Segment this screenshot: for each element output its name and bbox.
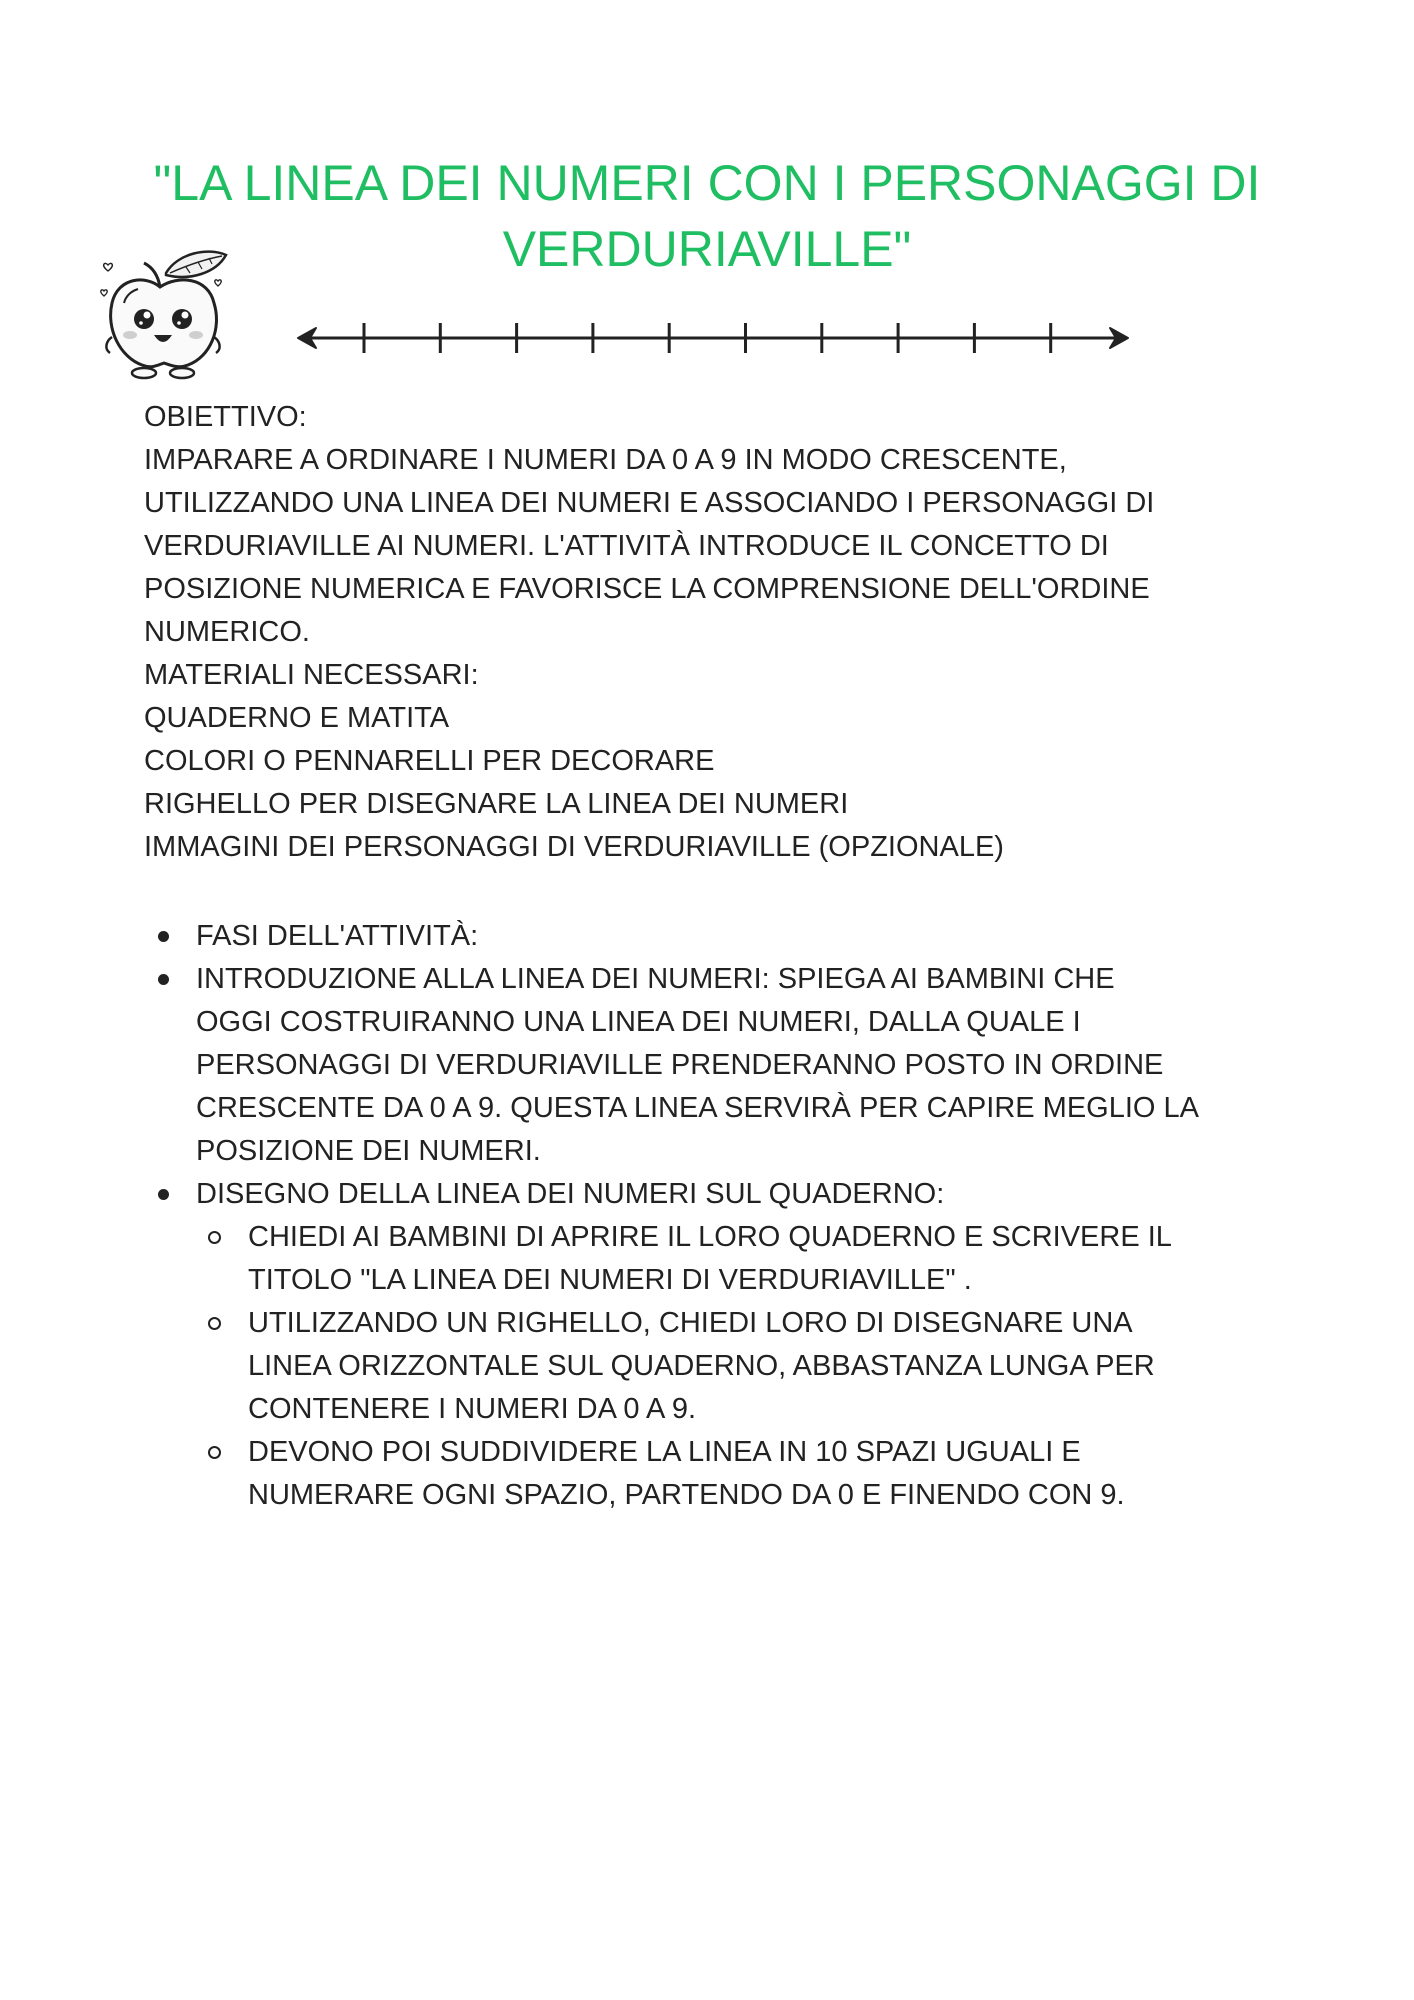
activity-phases-list: [144, 915, 1324, 1517]
objective-line: VERDURIAVILLE AI NUMERI. L'ATTIVITÀ INTRODUCE IL CONCETTO DI: [144, 530, 1109, 562]
list-item-line: INTRODUZIONE ALLA LINEA DEI NUMERI: SPIEGA AI BAMBINI CHE: [196, 963, 1115, 995]
objective-line: IMPARARE A ORDINARE I NUMERI DA 0 A 9 IN MODO CRESCENTE,: [144, 444, 1067, 476]
objective-line: POSIZIONE NUMERICA E FAVORISCE LA COMPRENSIONE DELL'ORDINE: [144, 573, 1150, 605]
hollow-bullet-icon: [208, 1446, 221, 1459]
materials-item: RIGHELLO PER DISEGNARE LA LINEA DEI NUMERI: [144, 788, 849, 820]
sub-list-item-line: CHIEDI AI BAMBINI DI APRIRE IL LORO QUADERNO E SCRIVERE IL: [248, 1221, 1172, 1253]
materials-item: IMMAGINI DEI PERSONAGGI DI VERDURIAVILLE (OPZIONALE): [144, 831, 1004, 863]
list-item-line: FASI DELL'ATTIVITÀ:: [196, 920, 479, 952]
sub-list-item-line: UTILIZZANDO UN RIGHELLO, CHIEDI LORO DI DISEGNARE UNA: [248, 1307, 1133, 1339]
number-line-icon: [296, 315, 1130, 361]
smiling-apple-character-icon: [98, 245, 233, 385]
hollow-bullet-icon: [208, 1231, 221, 1244]
title-line-1: "LA LINEA DEI NUMERI CON I PERSONAGGI DI: [153, 155, 1261, 211]
sub-list-item: [196, 1431, 1324, 1517]
sub-list-item-line: CONTENERE I NUMERI DA 0 A 9.: [248, 1393, 696, 1425]
list-item-line: POSIZIONE DEI NUMERI.: [196, 1135, 541, 1167]
sub-list: [196, 1216, 1324, 1517]
materials-heading: MATERIALI NECESSARI:: [144, 659, 479, 691]
sub-list-item: [196, 1216, 1324, 1302]
bullet-icon: [158, 1189, 169, 1200]
sub-list-item-line: TITOLO "LA LINEA DEI NUMERI DI VERDURIAVILLE" .: [248, 1264, 972, 1296]
sub-list-item-line: DEVONO POI SUDDIVIDERE LA LINEA IN 10 SPAZI UGUALI E: [248, 1436, 1081, 1468]
sub-list-item-line: LINEA ORIZZONTALE SUL QUADERNO, ABBASTANZA LUNGA PER: [248, 1350, 1155, 1382]
bullet-icon: [158, 931, 169, 942]
list-item-line: OGGI COSTRUIRANNO UNA LINEA DEI NUMERI, DALLA QUALE I: [196, 1006, 1081, 1038]
list-item-line: CRESCENTE DA 0 A 9. QUESTA LINEA SERVIRÀ PER CAPIRE MEGLIO LA: [196, 1092, 1199, 1124]
bullet-icon: [158, 974, 169, 985]
list-item: [144, 915, 1324, 958]
objective-and-materials: [144, 396, 1324, 869]
title-line-2: VERDURIAVILLE": [502, 221, 912, 277]
list-item: [144, 958, 1324, 1173]
list-item-line: DISEGNO DELLA LINEA DEI NUMERI SUL QUADERNO:: [196, 1178, 945, 1210]
sub-list-item-line: NUMERARE OGNI SPAZIO, PARTENDO DA 0 E FINENDO CON 9.: [248, 1479, 1125, 1511]
sub-list-item: [196, 1302, 1324, 1431]
list-item: [144, 1173, 1324, 1517]
hollow-bullet-icon: [208, 1317, 221, 1330]
objective-heading: OBIETTIVO:: [144, 401, 307, 433]
objective-line: NUMERICO.: [144, 616, 310, 648]
list-item-line: PERSONAGGI DI VERDURIAVILLE PRENDERANNO POSTO IN ORDINE: [196, 1049, 1164, 1081]
objective-line: UTILIZZANDO UNA LINEA DEI NUMERI E ASSOCIANDO I PERSONAGGI DI: [144, 487, 1155, 519]
materials-item: QUADERNO E MATITA: [144, 702, 450, 734]
materials-item: COLORI O PENNARELLI PER DECORARE: [144, 745, 715, 777]
